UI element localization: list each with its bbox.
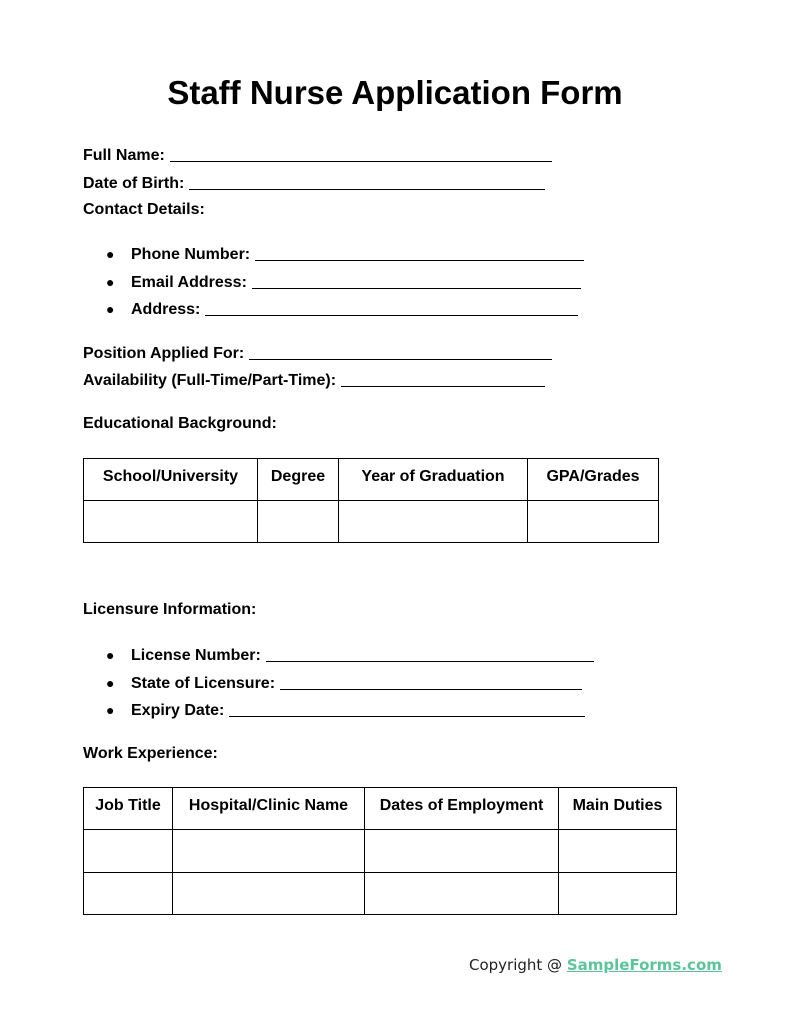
cell[interactable]: [559, 830, 677, 873]
label: Full Name:: [83, 147, 165, 164]
label: Phone Number:: [131, 246, 251, 263]
licensure-heading: Licensure Information:: [83, 601, 257, 618]
col-header: Hospital/Clinic Name: [173, 788, 365, 830]
full-name-field[interactable]: [83, 145, 552, 165]
cell[interactable]: [365, 873, 559, 915]
label: Address:: [131, 301, 201, 318]
col-header: Dates of Employment: [365, 788, 559, 830]
col-header: Main Duties: [559, 788, 677, 830]
table-row: [84, 873, 677, 915]
footer: [469, 956, 722, 974]
cell[interactable]: [173, 830, 365, 873]
table-row: [84, 830, 677, 873]
blank-line[interactable]: [341, 386, 545, 387]
blank-line[interactable]: [280, 689, 582, 690]
blank-line[interactable]: [229, 716, 585, 717]
bullet-icon: ●: [106, 246, 115, 262]
blank-line[interactable]: [266, 661, 594, 662]
cell[interactable]: [84, 873, 173, 915]
col-header: Year of Graduation: [339, 459, 528, 501]
bullet-icon: ●: [106, 301, 115, 317]
bullet-icon: ●: [106, 274, 115, 290]
col-header: School/University: [84, 459, 258, 501]
email-field[interactable]: [131, 272, 581, 292]
state-field[interactable]: [131, 673, 582, 693]
col-header: Job Title: [84, 788, 173, 830]
label: Date of Birth:: [83, 175, 185, 192]
cell[interactable]: [528, 501, 659, 543]
label: Availability (Full-Time/Part-Time):: [83, 372, 337, 389]
work-table: [83, 787, 677, 915]
col-header: GPA/Grades: [528, 459, 659, 501]
education-heading: Educational Background:: [83, 415, 277, 432]
address-field[interactable]: [131, 299, 578, 319]
bullet-icon: ●: [106, 702, 115, 718]
label: State of Licensure:: [131, 675, 276, 692]
cell[interactable]: [258, 501, 339, 543]
sampleforms-link[interactable]: SampleForms.com: [566, 956, 722, 974]
cell[interactable]: [559, 873, 677, 915]
expiry-field[interactable]: [131, 700, 585, 720]
blank-line[interactable]: [170, 161, 552, 162]
blank-line[interactable]: [189, 189, 545, 190]
availability-field[interactable]: [83, 370, 545, 390]
page-title: Staff Nurse Application Form: [167, 74, 623, 111]
label: Email Address:: [131, 274, 247, 291]
education-table: [83, 458, 659, 543]
blank-line[interactable]: [255, 260, 584, 261]
label: Expiry Date:: [131, 702, 225, 719]
contact-heading: Contact Details:: [83, 201, 205, 218]
cell[interactable]: [339, 501, 528, 543]
work-heading: Work Experience:: [83, 745, 218, 762]
cell[interactable]: [84, 501, 258, 543]
bullet-icon: ●: [106, 675, 115, 691]
col-header: Degree: [258, 459, 339, 501]
position-field[interactable]: [83, 343, 552, 363]
blank-line[interactable]: [252, 288, 581, 289]
label: Position Applied For:: [83, 345, 245, 362]
license-number-field[interactable]: [131, 645, 594, 665]
cell[interactable]: [84, 830, 173, 873]
cell[interactable]: [173, 873, 365, 915]
dob-field[interactable]: [83, 173, 545, 193]
cell[interactable]: [365, 830, 559, 873]
label: License Number:: [131, 647, 261, 664]
bullet-icon: ●: [106, 647, 115, 663]
table-row: [84, 501, 659, 543]
blank-line[interactable]: [205, 315, 578, 316]
phone-field[interactable]: [131, 244, 584, 264]
copyright-text: Copyright @: [469, 956, 567, 974]
blank-line[interactable]: [249, 359, 552, 360]
